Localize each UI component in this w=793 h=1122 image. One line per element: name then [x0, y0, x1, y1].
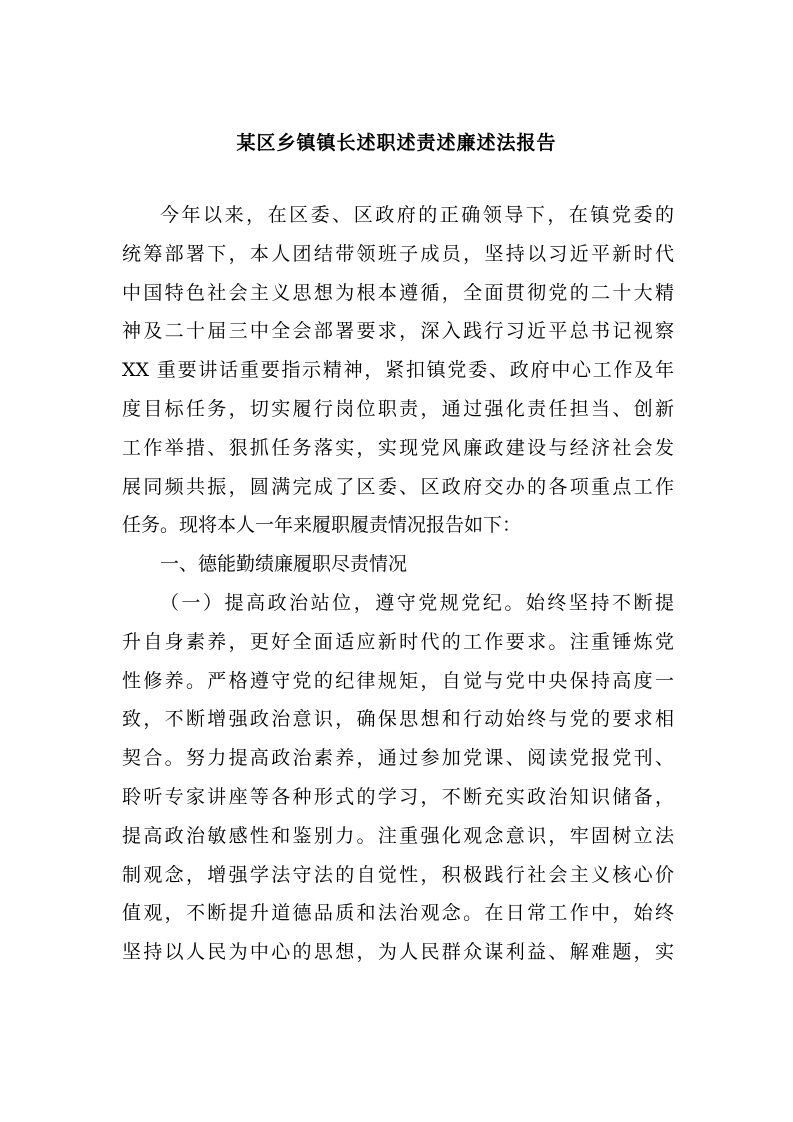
paragraph-line: 契合。努力提高政治素养，通过参加党课、阅读党报党刊、	[122, 747, 674, 770]
paragraph-line: （一）提高政治站位，遵守党规党纪。始终坚持不断提	[160, 591, 674, 614]
paragraph-line: 聆听专家讲座等各种形式的学习，不断充实政治知识储备，	[122, 785, 674, 808]
section-heading: 一、德能勤绩廉履职尽责情况	[160, 553, 408, 576]
paragraph-line: 今年以来，在区委、区政府的正确领导下，在镇党委的	[160, 204, 674, 226]
paragraph-line: 神及二十届三中全会部署要求，深入践行习近平总书记视察	[122, 320, 674, 343]
document-title: 某区乡镇镇长述职述责述廉述法报告	[236, 132, 557, 154]
paragraph-line: XX 重要讲话重要指示精神，紧扣镇党委、政府中心工作及年	[122, 359, 674, 382]
paragraph-line: 任务。现将本人一年来履职履责情况报告如下：	[122, 514, 522, 537]
paragraph-line: 提高政治敏感性和鉴别力。注重强化观念意识，牢固树立法	[122, 824, 674, 847]
paragraph-line: 工作举措、狠抓任务落实，实现党风廉政建设与经济社会发	[122, 436, 674, 459]
paragraph-line: 制观念，增强学法守法的自觉性，积极践行社会主义核心价	[122, 863, 674, 886]
paragraph-line: 坚持以人民为中心的思想，为人民群众谋利益、解难题，实	[122, 941, 674, 964]
paragraph-line: 度目标任务，切实履行岗位职责，通过强化责任担当、创新	[122, 397, 674, 420]
paragraph-line: 升自身素养，更好全面适应新时代的工作要求。注重锤炼党	[122, 630, 674, 653]
paragraph-line: 展同频共振，圆满完成了区委、区政府交办的各项重点工作	[122, 475, 674, 498]
paragraph-line: 致，不断增强政治意识，确保思想和行动始终与党的要求相	[122, 708, 674, 731]
paragraph-line: 统筹部署下，本人团结带领班子成员，坚持以习近平新时代	[122, 242, 674, 265]
paragraph-line: 性修养。严格遵守党的纪律规矩，自觉与党中央保持高度一	[122, 669, 674, 692]
document-body	[122, 196, 674, 972]
paragraph-line: 值观，不断提升道德品质和法治观念。在日常工作中，始终	[122, 902, 674, 925]
paragraph-line: 中国特色社会主义思想为根本遵循，全面贯彻党的二十大精	[122, 281, 674, 304]
